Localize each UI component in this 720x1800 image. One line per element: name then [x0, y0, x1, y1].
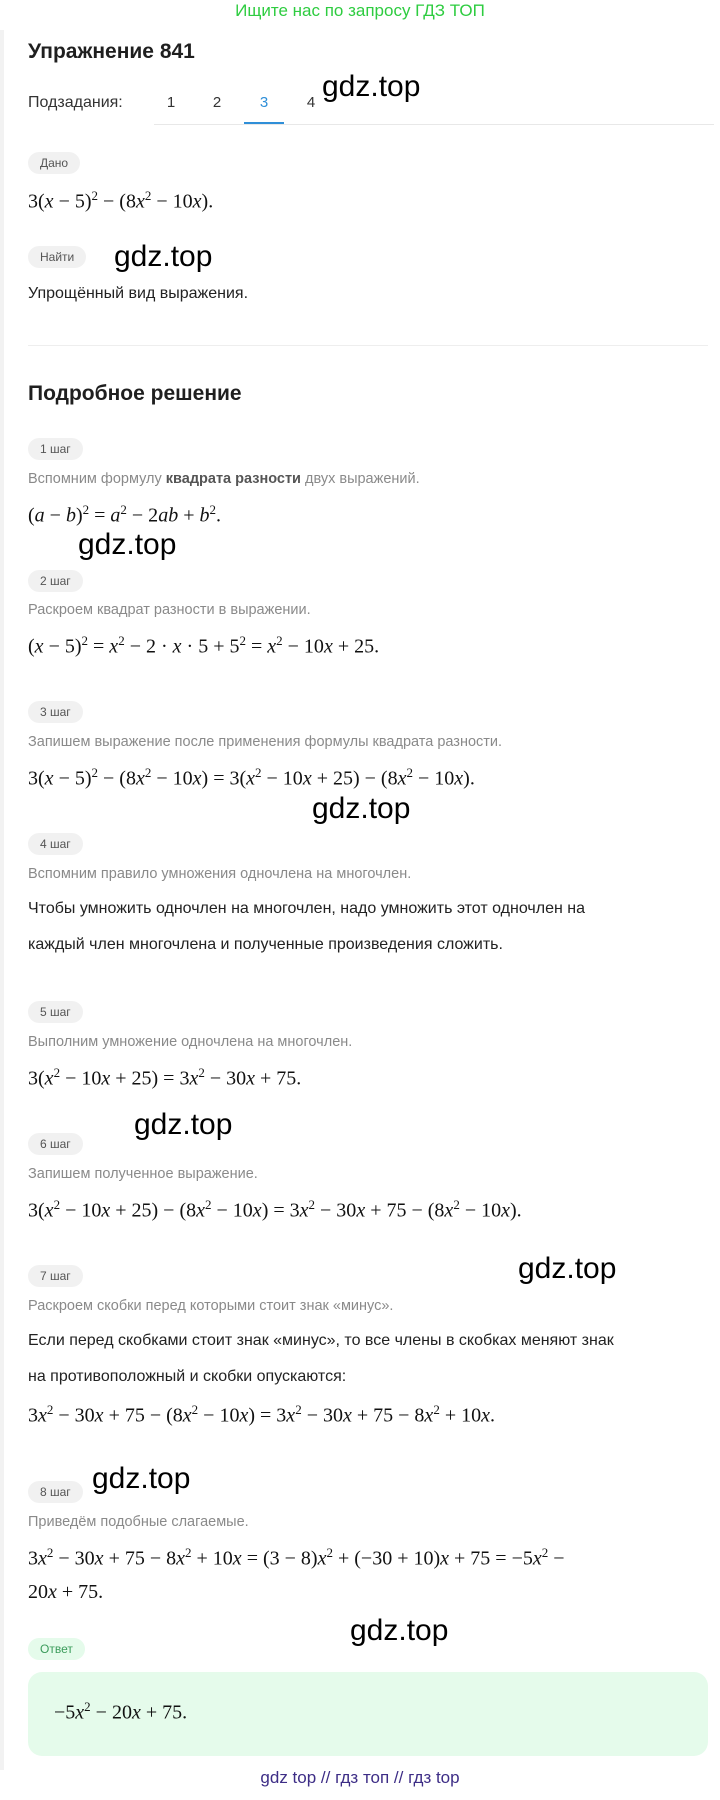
tab-subtask-3[interactable]: 3 — [259, 94, 269, 111]
tab-subtask-1[interactable]: 1 — [166, 94, 176, 111]
watermark: gdz.top — [92, 1462, 191, 1495]
exercise-title: Упражнение 841 — [28, 40, 195, 63]
step-8-formula-line-2: 20x + 75. — [28, 1581, 104, 1603]
step-7-rule-line-1: Если перед скобками стоит знак «минус», то все члены в скобках меняют знак — [28, 1332, 614, 1349]
answer-tag: Ответ — [28, 1638, 85, 1660]
step-7-tag: 7 шаг — [28, 1265, 83, 1287]
step-4-tag: 4 шаг — [28, 833, 83, 855]
step-6-formula: $3(x^2 - 10x + 25) - (8x^2 - 10x) = 3x^2 - 30x + 75 - (8x^2 - 10x)$. — [28, 1197, 522, 1222]
footer-links[interactable]: gdz top // гдз топ // гдз top — [260, 1768, 460, 1787]
step-7-formula: $3x^2 - 30x + 75 - (8x^2 - 10x) = 3x^2 - 30x + 75 - 8x^2 + 10x$. — [28, 1402, 495, 1427]
subtasks-label: Подзадания: — [28, 94, 123, 111]
step-1-formula: $(a - b)^2 = a^2 - 2ab + b^2$. — [28, 502, 221, 527]
step-5-formula: $3(x^2 - 10x + 25) = 3x^2 - 30x + 75$. — [28, 1065, 302, 1090]
watermark: gdz.top — [322, 70, 421, 103]
step-5-tag: 5 шаг — [28, 1001, 83, 1023]
step-8-formula-line-1: $3x^2 - 30x + 75 - 8x^2 + 10x = (3 - 8)x^2 + (-30 + 10)x + 75 = -5x^2$ − — [28, 1545, 565, 1570]
tab-subtask-4[interactable]: 4 — [306, 94, 316, 111]
step-2-tag: 2 шаг — [28, 570, 83, 592]
find-tag: Найти — [28, 246, 86, 268]
watermark: gdz.top — [350, 1614, 449, 1647]
watermark: gdz.top — [78, 528, 177, 561]
given-tag: Дано — [28, 152, 80, 174]
step-4-rule-line-1: Чтобы умножить одночлен на многочлен, надо умножить этот одночлен на — [28, 900, 585, 917]
step-2-hint: Раскроем квадрат разности в выражении. — [28, 602, 311, 618]
step-8-hint: Приведём подобные слагаемые. — [28, 1514, 249, 1530]
step-4-rule-line-2: каждый член многочлена и полученные произведения сложить. — [28, 936, 503, 953]
step-8-tag: 8 шаг — [28, 1481, 83, 1503]
step-4-hint: Вспомним правило умножения одночлена на многочлен. — [28, 866, 412, 882]
step-1-tag: 1 шаг — [28, 438, 83, 460]
step-6-hint: Запишем полученное выражение. — [28, 1166, 258, 1182]
section-divider — [28, 345, 708, 346]
top-banner[interactable]: Ищите нас по запросу ГДЗ ТОП — [235, 1, 485, 20]
left-border — [0, 30, 4, 1770]
step-3-hint: Запишем выражение после применения формулы квадрата разности. — [28, 734, 503, 750]
step-1-hint: Вспомним формулу квадрата разности двух выражений. — [28, 471, 420, 487]
given-expression: $3(x - 5)^2 - (8x^2 - 10x)$. — [28, 188, 214, 213]
step-5-hint: Выполним умножение одночлена на многочлен. — [28, 1034, 353, 1050]
find-text: Упрощённый вид выражения. — [28, 285, 249, 302]
tabs-baseline — [154, 124, 714, 125]
watermark: gdz.top — [312, 792, 411, 825]
step-3-formula: $3(x - 5)^2 - (8x^2 - 10x) = 3(x^2 - 10x + 25) - (8x^2 - 10x)$. — [28, 765, 475, 790]
step-7-hint: Раскроем скобки перед которыми стоит знак «минус». — [28, 1298, 394, 1314]
solution-title: Подробное решение — [28, 382, 242, 405]
step-2-formula: $(x - 5)^2 = x^2 - 2 \cdot x \cdot 5 + 5^2 = x^2 - 10x + 25$. — [28, 633, 380, 658]
step-3-tag: 3 шаг — [28, 701, 83, 723]
step-7-rule-line-2: на противоположный и скобки опускаются: — [28, 1368, 347, 1385]
watermark: gdz.top — [114, 240, 213, 273]
step-6-tag: 6 шаг — [28, 1133, 83, 1155]
watermark: gdz.top — [518, 1252, 617, 1285]
tab-subtask-2[interactable]: 2 — [212, 94, 222, 111]
watermark: gdz.top — [134, 1108, 233, 1141]
answer-expression: $-5x^2 - 20x + 75$. — [54, 1699, 188, 1724]
